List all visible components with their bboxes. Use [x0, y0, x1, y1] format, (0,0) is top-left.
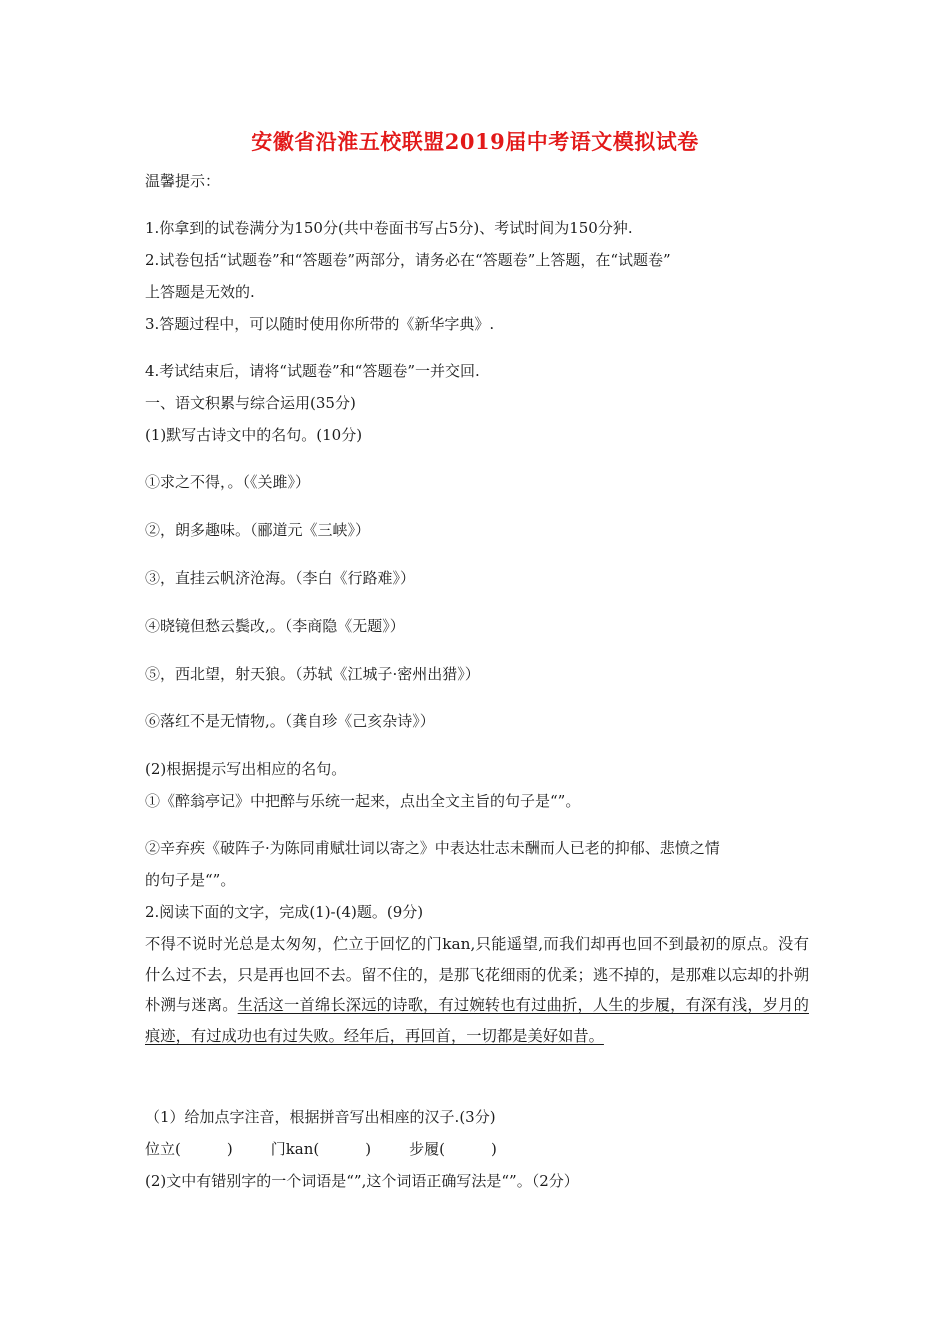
section-2-heading: 2.阅读下面的文字，完成(1)-(4)题。(9分)	[145, 903, 424, 921]
recitation-item-2: ②，朗多趣味。（郦道元《三峡》）	[145, 521, 371, 539]
passage-plain-text: 不得不说时光总是太匆匆，伫立于回忆的门kan,只能遥望,而我们却再也回不到最初的原点。没有什么过不去，只是再也回不去。留不住的，是那飞花细雨的优柔；逃不掉的，是那难以忘却的扑朔朴溯与迷离。	[145, 935, 809, 1014]
recitation-item-6: ⑥落红不是无情物,。（龚自珍《己亥杂诗》）	[145, 712, 435, 730]
reading-passage	[145, 929, 809, 1051]
tip-4: 4.考试结束后，请将“试题卷”和“答题卷”一并交回.	[145, 362, 480, 380]
prompt-item-2-continued: 的句子是“”。	[145, 871, 236, 889]
fill-word-2: 门kan(	[270, 1140, 320, 1158]
question-2-heading: (2)根据提示写出相应的名句。	[145, 760, 347, 778]
prompt-item-2: ②辛弃疾《破阵子·为陈同甫赋壮词以寄之》中表达壮志未酬而人已老的抑郁、悲愤之情	[145, 839, 720, 857]
recitation-item-3: ③，直挂云帆济沧海。（李白《行路难》）	[145, 569, 416, 587]
section-1-heading: 一、语文积累与综合运用(35分)	[145, 394, 356, 412]
tip-2-continued: 上答题是无效的.	[145, 283, 255, 301]
prompt-item-1: ①《醉翁亭记》中把醉与乐统一起来，点出全文主旨的句子是“”。	[145, 792, 581, 810]
recitation-item-1: ①求之不得，。（《关雎》）	[145, 473, 311, 491]
fill-close-2: )	[365, 1140, 372, 1158]
fill-close-3: )	[490, 1140, 497, 1158]
recitation-item-4: ④晓镜但愁云鬓改,。（李商隐《无题》）	[145, 617, 405, 635]
pinyin-fill-row	[145, 1139, 497, 1159]
subquestion-1-heading: （1）给加点字注音，根据拼音写出相座的汉子.(3分)	[145, 1108, 496, 1126]
tip-1: 1.你拿到的试卷满分为150分(共中卷面书写占5分)、考试时间为150分狆.	[145, 219, 633, 237]
question-1-heading: (1)默写古诗文中的名句。(10分)	[145, 426, 363, 444]
tips-heading: 温馨提示：	[145, 172, 221, 190]
subquestion-2-heading: (2)文中有错别字的一个词语是“”,这个词语正确写法是“”。（2分）	[145, 1172, 579, 1190]
fill-close-1: )	[226, 1140, 233, 1158]
passage-underlined-text: 生活这一首绵长深远的诗歌，有过婉转也有过曲折，人生的步履，有深有浅，岁月的痕迹，有过成功也有过失败。经年后，再回首，一切都是美好如昔。	[145, 996, 809, 1045]
fill-word-3: 步履(	[409, 1140, 445, 1158]
recitation-item-5: ⑤，西北望，射天狼。（苏轼《江城子·密州出猎》）	[145, 665, 480, 683]
tip-3: 3.答题过程中，可以随时使用你所带的《新华字典》.	[145, 315, 495, 333]
fill-word-1: 位立(	[145, 1140, 181, 1158]
page-title: 安徽省沿淮五校联盟2019届中考语文模拟试卷	[251, 129, 699, 154]
tip-2: 2.试卷包括“试题卷”和“答题卷”两部分，请务必在“答题卷”上答题，在“试题卷”	[145, 251, 671, 269]
